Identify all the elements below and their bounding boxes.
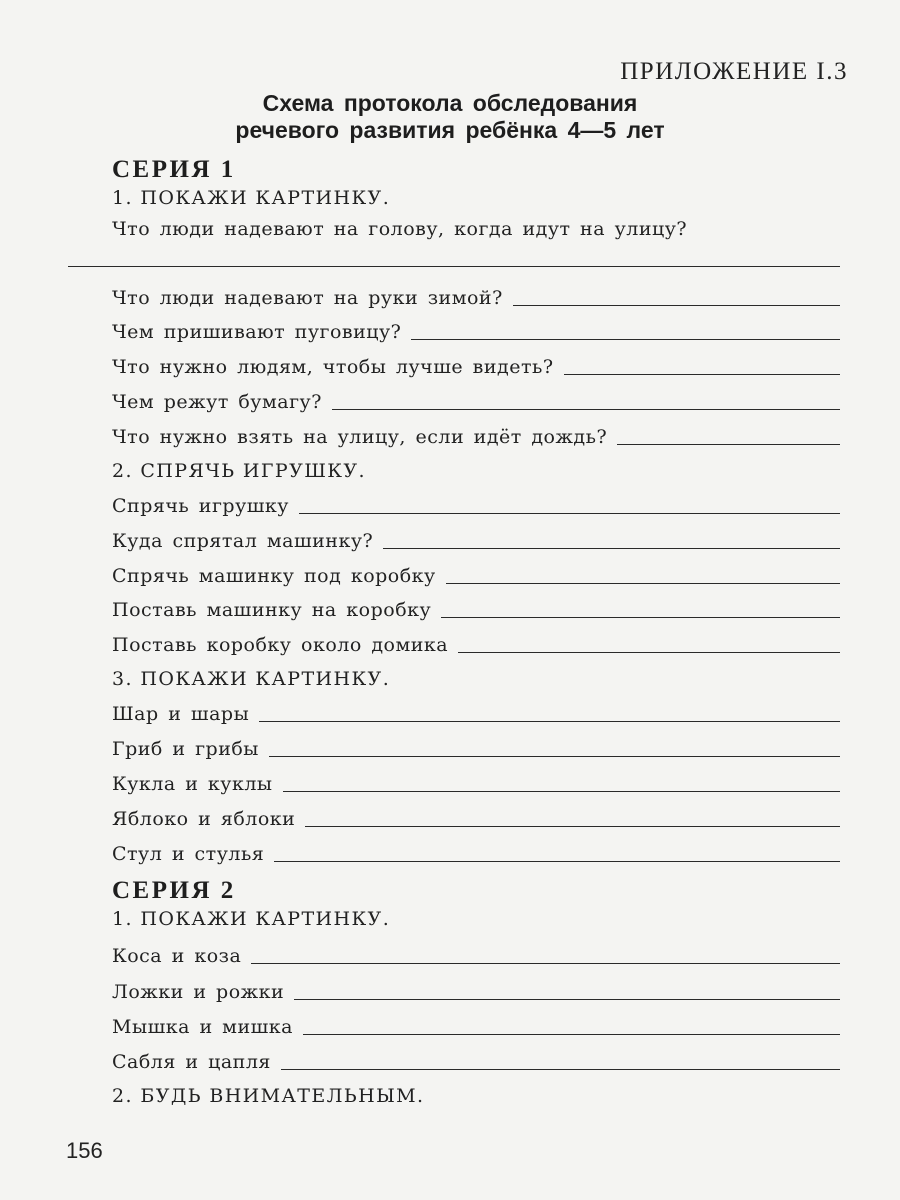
answer-line[interactable]: [446, 583, 840, 584]
question-row: [112, 351, 840, 379]
question-row: [112, 282, 840, 310]
answer-line[interactable]: [303, 1034, 840, 1035]
answer-line[interactable]: [294, 999, 840, 1000]
answer-line[interactable]: [411, 339, 840, 340]
question-row: [112, 594, 840, 622]
question-row: [112, 316, 840, 344]
question-text: Яблоко и яблоки: [112, 808, 296, 830]
question-text: Сабля и цапля: [112, 1051, 271, 1073]
question-row: [112, 976, 840, 1004]
answer-line[interactable]: [305, 826, 840, 827]
question-row: [112, 629, 840, 657]
question-row: [112, 386, 840, 414]
question-text: Что люди надевают на голову, когда идут на улицу?: [112, 218, 688, 240]
question-text: Шар и шары: [112, 703, 250, 725]
answer-line[interactable]: [332, 409, 840, 410]
question-row: [112, 803, 840, 831]
answer-line[interactable]: [283, 791, 840, 792]
question-text: Спрячь игрушку: [112, 495, 289, 517]
series-2-task-1-title: 1. ПОКАЖИ КАРТИНКУ.: [112, 908, 391, 930]
series-1-task-2-title: 2. СПРЯЧЬ ИГРУШКУ.: [112, 460, 366, 482]
question-row: [112, 1046, 840, 1074]
question-row: [112, 940, 840, 968]
question-row: [112, 733, 840, 761]
question-row: [112, 698, 840, 726]
answer-line[interactable]: [281, 1069, 840, 1070]
question-text: Что нужно людям, чтобы лучше видеть?: [112, 356, 554, 378]
answer-line[interactable]: [564, 374, 840, 375]
series-2-heading: СЕРИЯ 2: [112, 877, 236, 904]
question-row: [112, 1011, 840, 1039]
series-1-heading: СЕРИЯ 1: [112, 156, 236, 183]
series-1-task-3-title: 3. ПОКАЖИ КАРТИНКУ.: [112, 668, 391, 690]
answer-line[interactable]: [68, 266, 840, 267]
question-row: [112, 560, 840, 588]
question-row: [112, 525, 840, 553]
question-text: Ложки и рожки: [112, 981, 285, 1003]
question-text: Куда спрятал машинку?: [112, 530, 374, 552]
answer-line[interactable]: [299, 513, 840, 514]
answer-line[interactable]: [259, 721, 840, 722]
series-1-task-1-title: 1. ПОКАЖИ КАРТИНКУ.: [112, 187, 391, 209]
answer-line[interactable]: [383, 548, 840, 549]
answer-line[interactable]: [274, 861, 840, 862]
question-text: Мышка и мишка: [112, 1016, 293, 1038]
answer-line[interactable]: [513, 305, 840, 306]
title-line-2: речевого развития ребёнка 4—5 лет: [235, 117, 665, 143]
question-text: Чем режут бумагу?: [112, 391, 322, 413]
appendix-label: ПРИЛОЖЕНИЕ I.3: [620, 58, 848, 85]
question-row: [112, 838, 840, 866]
answer-line[interactable]: [251, 963, 840, 964]
question-text: Спрячь машинку под коробку: [112, 565, 436, 587]
answer-line[interactable]: [458, 652, 840, 653]
question-text: Что нужно взять на улицу, если идёт дождь?: [112, 426, 608, 448]
series-2-task-2-title: 2. БУДЬ ВНИМАТЕЛЬНЫМ.: [112, 1085, 425, 1107]
question-text: Чем пришивают пуговицу?: [112, 321, 402, 343]
question-text: Кукла и куклы: [112, 773, 273, 795]
question-text: Коса и коза: [112, 945, 242, 967]
page-number: 156: [66, 1138, 103, 1163]
answer-line[interactable]: [269, 756, 840, 757]
question-text: Что люди надевают на руки зимой?: [112, 287, 503, 309]
question-row: [112, 421, 840, 449]
question-text: Стул и стулья: [112, 843, 265, 865]
answer-line[interactable]: [441, 617, 840, 618]
title-line-1: Схема протокола обследования: [262, 90, 638, 116]
answer-line[interactable]: [617, 444, 840, 445]
question-text: Поставь коробку около домика: [112, 634, 449, 656]
question-text: Поставь машинку на коробку: [112, 599, 432, 621]
question-text: Гриб и грибы: [112, 738, 259, 760]
question-row: [112, 768, 840, 796]
question-row: [112, 490, 840, 518]
